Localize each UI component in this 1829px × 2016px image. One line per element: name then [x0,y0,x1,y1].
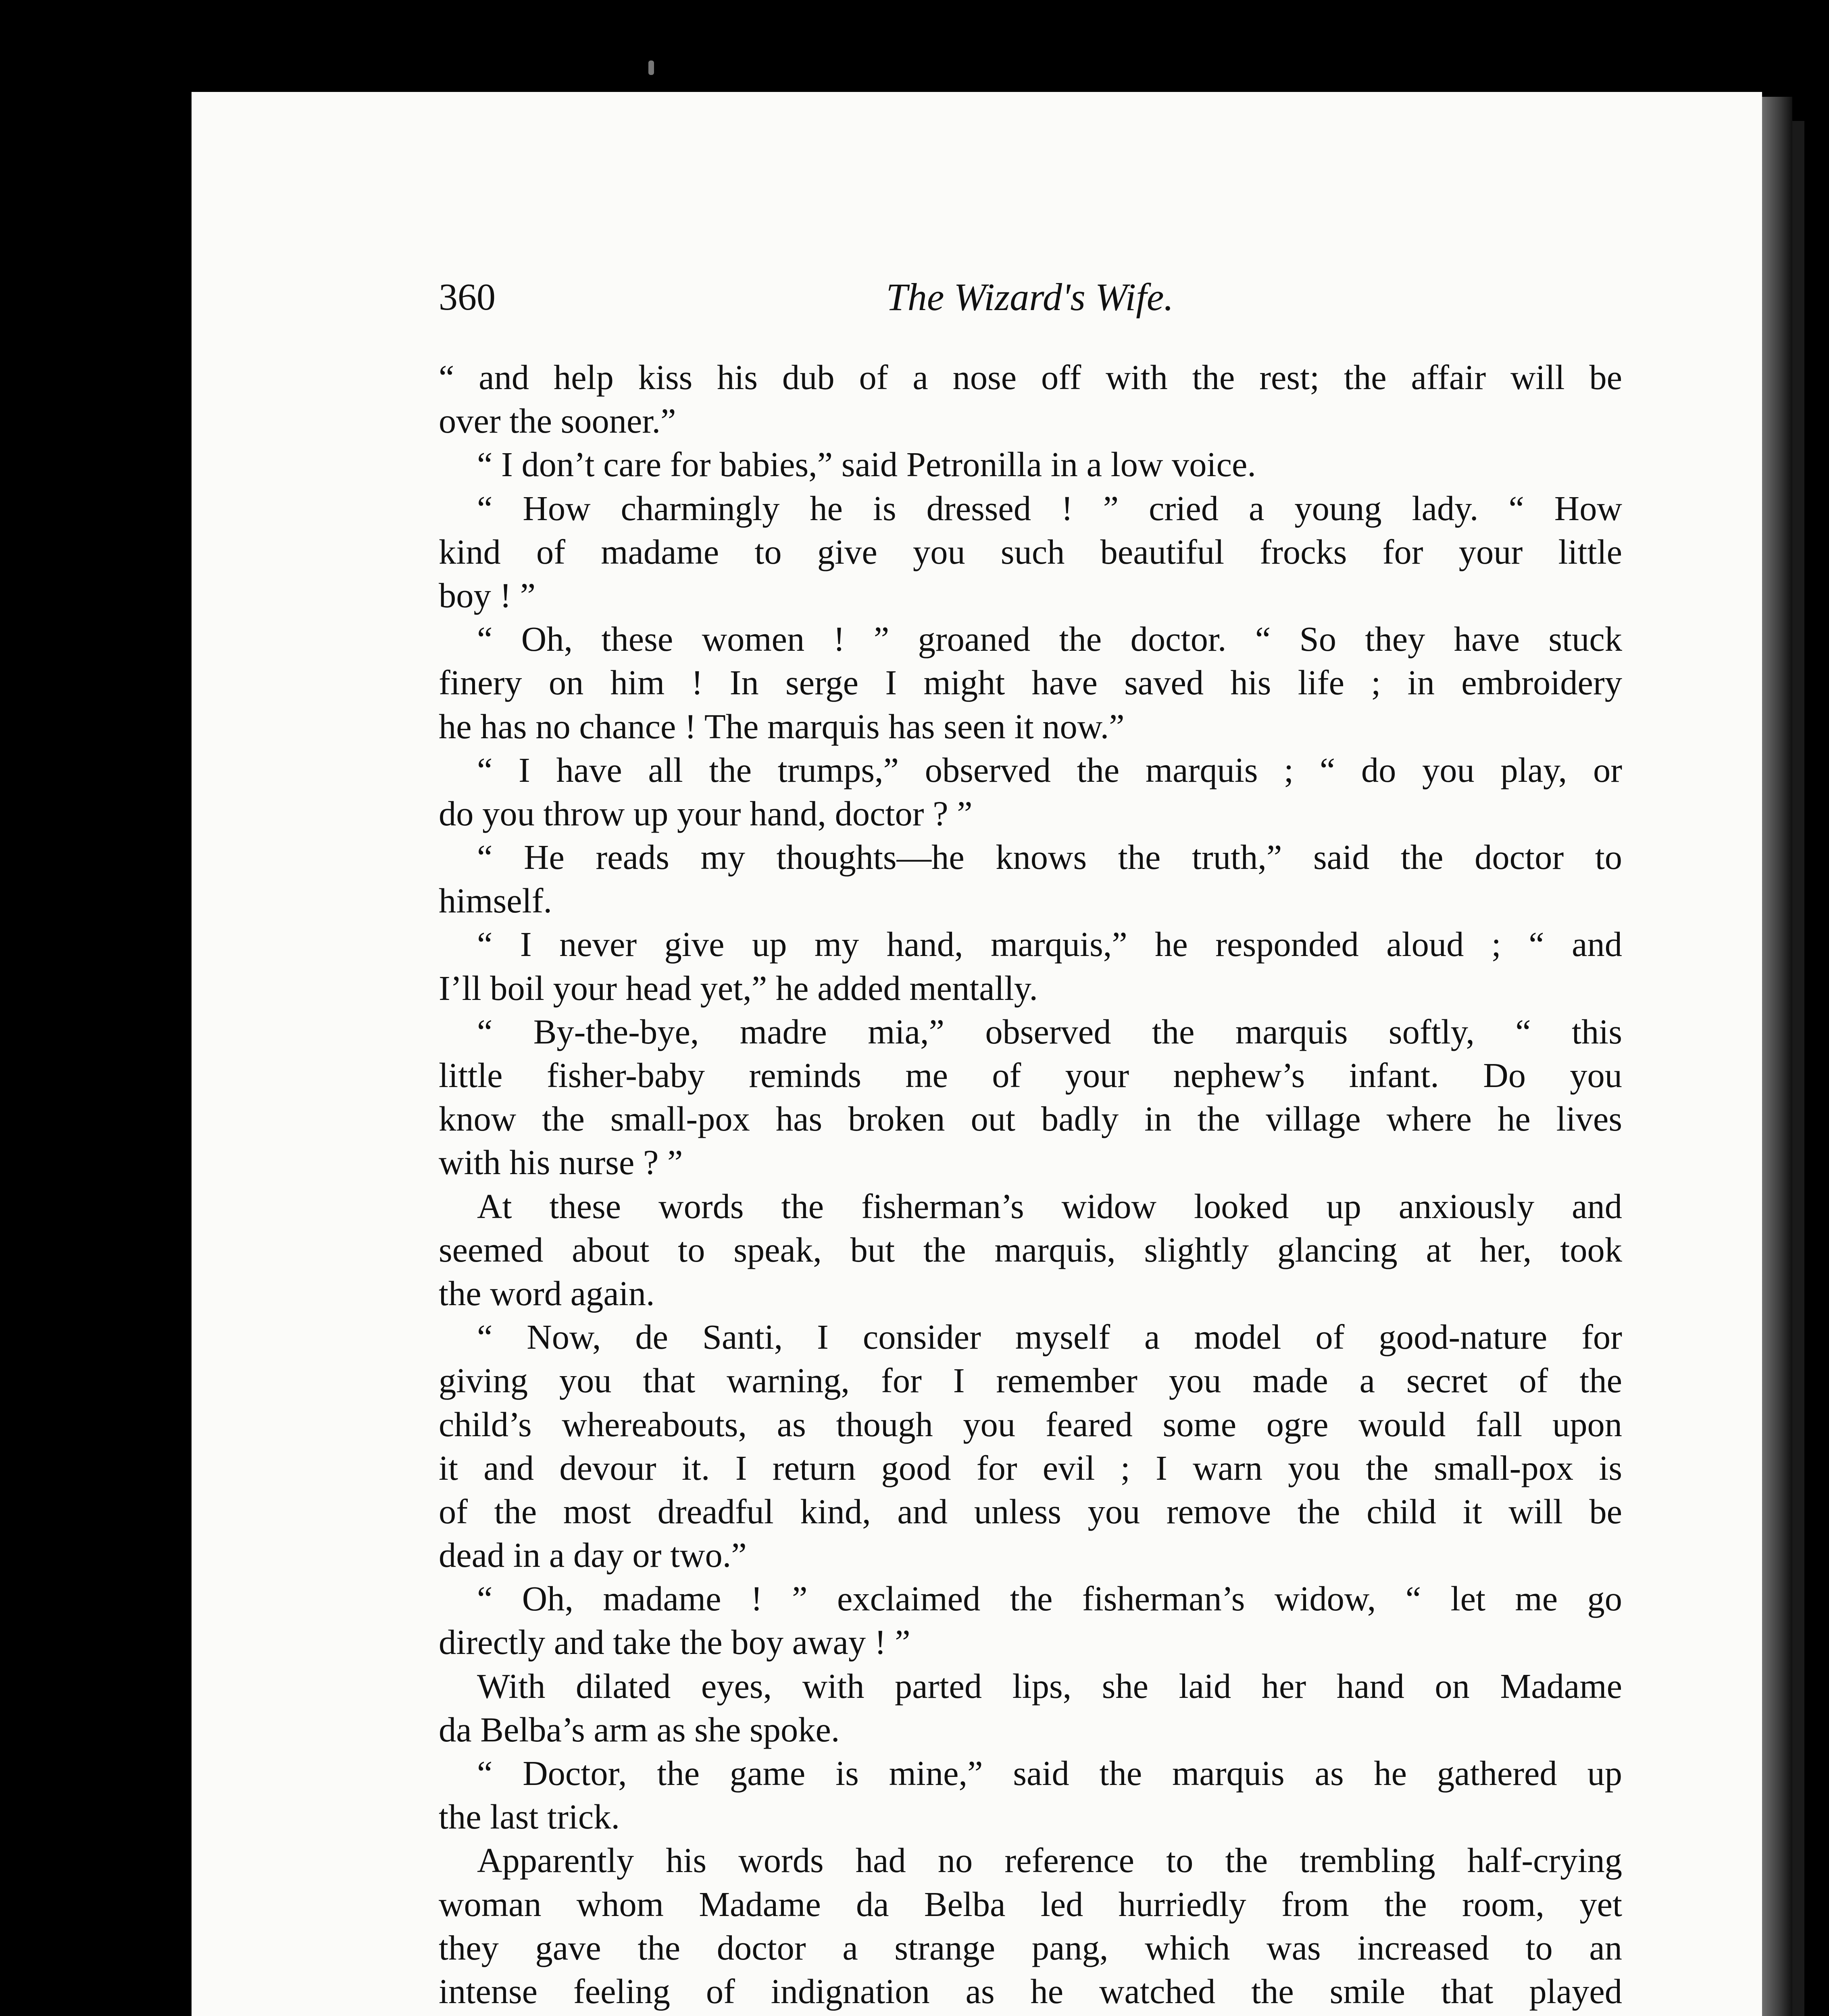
text-line: “ I never give up my hand, marquis,” he responded aloud ; “ and [477,925,1622,964]
scan-speck [648,60,654,75]
text-line: know the small-pox has broken out badly in the village where he lives [439,1100,1622,1139]
text-line: over the sooner.” [439,402,676,441]
body-text [439,356,1622,2016]
text-line: seemed about to speak, but the marquis, slightly glancing at her, took [439,1230,1622,1269]
text-line: the word again. [439,1274,655,1313]
text-line: directly and take the boy away ! ” [439,1623,910,1662]
text-line: intense feeling of indignation as he watched the smile that played [439,1972,1622,2011]
text-line: the last trick. [439,1797,620,1837]
text-line [439,2013,1622,2016]
text-line: with his nurse ? ” [439,1143,683,1182]
text-line: “ Doctor, the game is mine,” said the marquis as he gathered up [477,1754,1622,1793]
text-line: Apparently his words had no reference to the trembling half-crying [477,1841,1622,1880]
text-line: kind of madame to give you such beautiful frocks for your little [439,532,1622,571]
text-line: they gave the doctor a strange pang, which was increased to an [439,1928,1622,1967]
text-line: little fisher-baby reminds me of your nephew’s infant. Do you [439,1056,1622,1095]
text-line: finery on him ! In serge I might have saved his life ; in embroidery [439,663,1622,702]
text-line: “ I have all the trumps,” observed the marquis ; “ do you play, or [477,750,1622,789]
text-line: do you throw up your hand, doctor ? ” [439,794,973,833]
text-line: “ How charmingly he is dressed ! ” cried a young lady. “ How [477,489,1622,528]
page-number: 360 [439,276,496,318]
text-line: “ Oh, these women ! ” groaned the doctor. “ So they have stuck [477,620,1622,659]
text-line: “ He reads my thoughts—he knows the truth,” said the doctor to [477,838,1622,877]
text-line: woman whom Madame da Belba led hurriedly from the room, yet [439,1885,1622,1924]
running-title: The Wizard's Wife. [886,275,1174,319]
text-line: of the most dreadful kind, and unless you remove the child it will be [439,1492,1622,1531]
text-line: With dilated eyes, with parted lips, she laid her hand on Madame [477,1666,1622,1706]
text-line: child’s whereabouts, as though you feared some ogre would fall upon [439,1405,1622,1444]
page-edge-dark [1792,121,1804,2016]
text-line: he has no chance ! The marquis has seen it now.” [439,707,1125,746]
text-line: At these words the fisherman’s widow looked up anxiously and [477,1187,1622,1226]
text-line: himself. [439,881,552,921]
text-line: da Belba’s arm as she spoke. [439,1710,840,1749]
text-line: dead in a day or two.” [439,1536,747,1575]
text-line: “ I don’t care for babies,” said Petronilla in a low voice. [477,445,1256,484]
text-line: “ and help kiss his dub of a nose off with the rest; the affair will be [439,358,1622,397]
text-line: giving you that warning, for I remember you made a secret of the [439,1361,1622,1400]
running-head [439,271,1621,323]
text-line: boy ! ” [439,576,536,615]
text-line: “ Oh, madame ! ” exclaimed the fisherman’s widow, “ let me go [477,1579,1622,1618]
text-line: I’ll boil your head yet,” he added mentally. [439,968,1038,1008]
text-line: it and devour it. I return good for evil ; I warn you the small-pox is [439,1448,1622,1487]
page-edge-shadow [1762,97,1792,2016]
text-line: “ By-the-bye, madre mia,” observed the marquis softly, “ this [477,1012,1622,1051]
text-line: “ Now, de Santi, I consider myself a model of good-nature for [477,1318,1622,1357]
